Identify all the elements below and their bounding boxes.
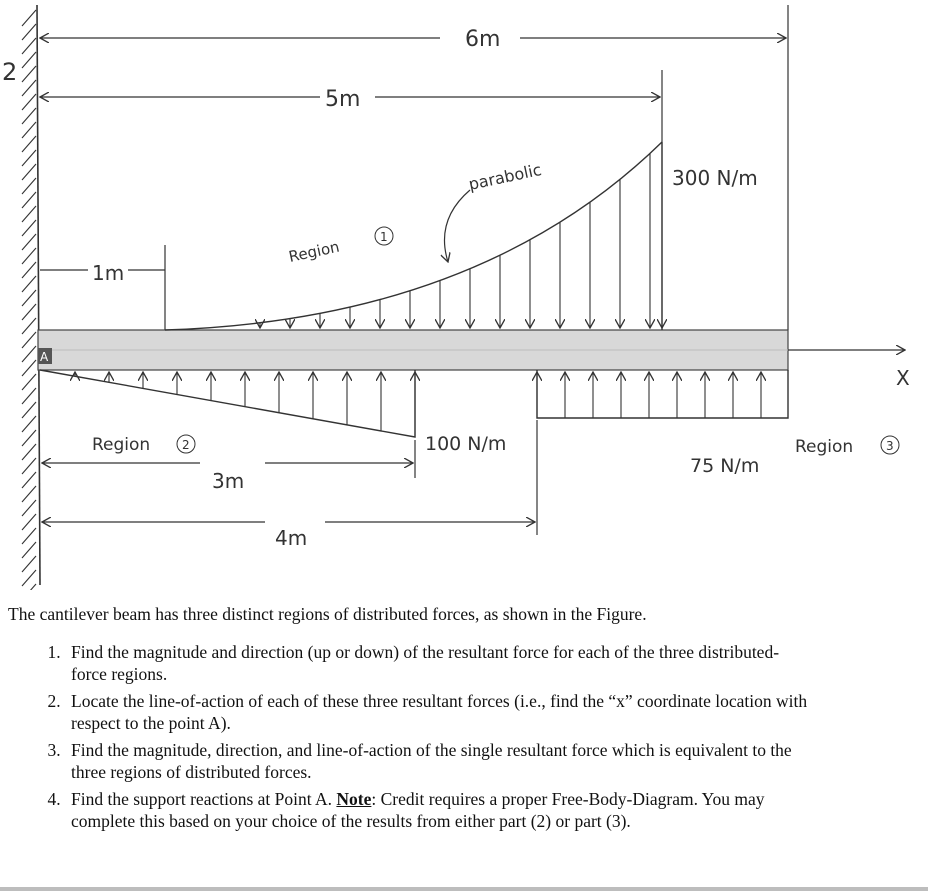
- load-300-label: 300 N/m: [672, 166, 758, 190]
- hatch-line: [22, 528, 36, 544]
- dim-5m-label: 5m: [325, 87, 361, 112]
- note-label: Note: [336, 789, 372, 809]
- region1-label: Region: [287, 237, 342, 266]
- hatch-line: [22, 10, 36, 26]
- hatch-line: [22, 430, 36, 446]
- hatch-line: [22, 542, 36, 558]
- hatch-line: [22, 458, 36, 474]
- hatch-line: [22, 150, 36, 166]
- hatch-line: [22, 234, 36, 250]
- hatch-line: [22, 164, 36, 180]
- hatch-line: [22, 94, 36, 110]
- region3-label: Region: [795, 437, 854, 457]
- question-1: 1. Find the magnitude and direction (up or down) of the resultant force for each of the three distributed-force regions.: [65, 641, 808, 685]
- parabolic-load-curve: [165, 142, 662, 330]
- question-4: [65, 788, 808, 832]
- hatch-line: [22, 178, 36, 194]
- hatch-line: [22, 374, 36, 390]
- dim-1m-label: 1m: [92, 261, 125, 285]
- hatch-line: [22, 332, 36, 348]
- hatch-line: [22, 108, 36, 124]
- question-list: [8, 641, 808, 832]
- dim-4m-label: 4m: [275, 526, 308, 550]
- hatch-line: [22, 80, 36, 96]
- question-2: 2. Locate the line-of-action of each of these three resultant forces (i.e., find the “x” coordinate location with respect to the point A).: [65, 690, 808, 734]
- hatch-line: [22, 24, 36, 40]
- hatch-line: [22, 136, 36, 152]
- hatch-line: [22, 486, 36, 502]
- page-bottom-rule: [0, 887, 928, 891]
- hatch-line: [22, 192, 36, 208]
- hatch-line: [22, 556, 36, 572]
- hatch-line: [22, 206, 36, 222]
- dimension-1m: [40, 245, 165, 330]
- problem-intro: The cantilever beam has three distinct regions of distributed forces, as shown in the Figure.: [8, 604, 647, 624]
- hatch-line: [22, 318, 36, 334]
- hatch-line: [22, 122, 36, 138]
- dim-6m-label: 6m: [465, 27, 501, 52]
- point-a-label: A: [40, 350, 49, 364]
- region3-number: 3: [886, 439, 894, 453]
- hatch-line: [22, 276, 36, 292]
- region3-load-arrows: [537, 372, 761, 418]
- fixed-wall: [22, 5, 40, 590]
- load-100-label: 100 N/m: [425, 433, 507, 455]
- question-4-note-text: : Credit requires a proper Free-Body-Diagram. You may complete this based on your choice of the results from either part (2) or part (3).: [71, 789, 765, 831]
- dim-3m-label: 3m: [212, 469, 245, 493]
- hatch-line: [22, 220, 36, 236]
- region2-number: 2: [182, 438, 190, 452]
- hatch-line: [22, 346, 36, 362]
- uniform-load: [537, 370, 788, 418]
- hatch-line: [22, 66, 36, 82]
- triangular-load: [40, 370, 415, 437]
- hatch-line: [22, 248, 36, 264]
- hatch-line: [22, 402, 36, 418]
- hatch-line: [22, 388, 36, 404]
- hatch-line: [22, 416, 36, 432]
- region1-load-arrows: [260, 142, 662, 328]
- question-4-text: Find the support reactions at Point A.: [71, 789, 337, 809]
- hatch-line: [22, 500, 36, 516]
- hatch-line: [22, 38, 36, 54]
- hatch-line: [22, 514, 36, 530]
- hatch-line: [22, 290, 36, 306]
- region1-number: 1: [380, 230, 388, 244]
- region2-label: Region: [92, 435, 151, 455]
- hatch-line: [22, 584, 36, 590]
- hatch-line: [22, 304, 36, 320]
- page-number: 2: [2, 58, 18, 86]
- x-axis-label: X: [896, 366, 910, 390]
- problem-statement: [8, 603, 808, 837]
- hatch-line: [22, 444, 36, 460]
- hatch-line: [22, 472, 36, 488]
- hatch-line: [22, 52, 36, 68]
- load-75-label: 75 N/m: [690, 455, 760, 477]
- hatch-line: [22, 570, 36, 586]
- hatch-line: [22, 262, 36, 278]
- hatch-line: [22, 360, 36, 376]
- question-3: 3. Find the magnitude, direction, and line-of-action of the single resultant force which is equivalent to the three regions of distributed forces.: [65, 739, 808, 783]
- parabolic-label: parabolic: [466, 159, 544, 194]
